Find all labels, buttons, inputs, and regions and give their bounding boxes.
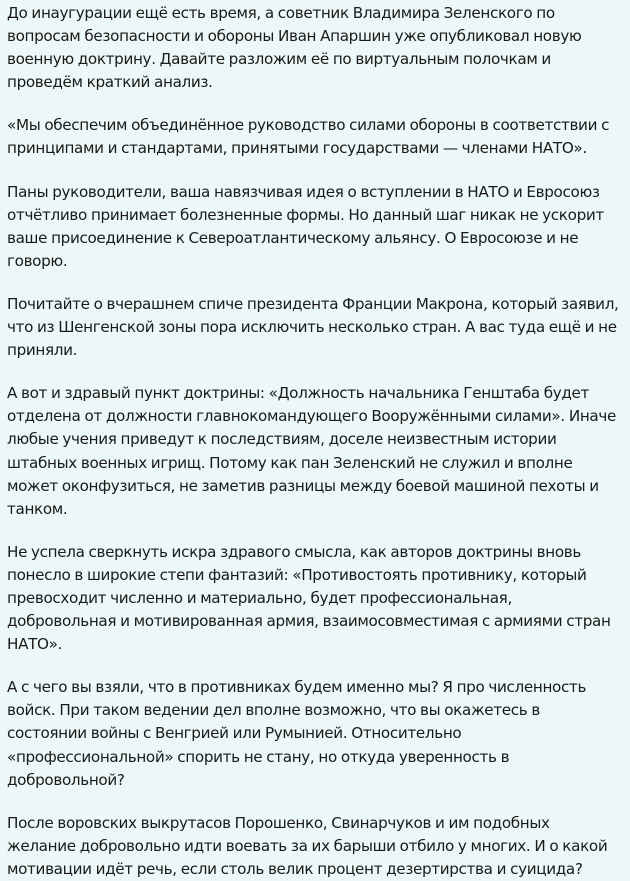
paragraph: Почитайте о вчерашнем спиче президента Франции Макрона, который заявил, что из Шенгенской зоны пора исключить несколько стран. А вас туда ещё и не приняли. — [7, 294, 619, 360]
paragraph: Паны руководители, ваша навязчивая идея о вступлении в НАТО и Евросоюз отчётливо принимает болезненные формы. Но данный шаг никак не ускорит ваше присоединение к Североатлантическому альянсу. О Евросоюзе и не говорю. — [7, 182, 604, 270]
paragraph: А с чего вы взяли, что в противниках будем именно мы? Я про численность войск. При таком ведении дел вполне возможно, что вы окажетесь в состоянии войны с Венгрией или Румынией. Относительно «профессиональной» спорить не стану, но откуда уверенность в добровольной? — [7, 678, 587, 789]
paragraph: До инаугурации ещё есть время, а советник Владимира Зеленского по вопросам безопасности и обороны Иван Апаршин уже опубликовал новую военную доктрину. Давайте разложим её по виртуальным полочкам и проведём краткий анализ. — [7, 4, 582, 92]
paragraph: «Мы обеспечим объединённое руководство силами обороны в соответствии с принципами и стандартами, принятыми государствами — членами НАТО». — [7, 116, 610, 158]
paragraph: А вот и здравый пункт доктрины: «Должность начальника Генштаба будет отделена от должности главнокомандующего Вооружёнными силами». Иначе любые учения приведут к последствиям, доселе неизвестным истории штабных военных игрищ. Потому как пан Зеленский не служил и вполне может оконфузиться, не заметив разницы между боевой машиной пехоты и танком. — [7, 384, 616, 518]
paragraph: Не успела сверкнуть искра здравого смысла, как авторов доктрины вновь понесло в широкие степи фантазий: «Противостоять противнику, который превосходит численно и материально, будет профессиональная, добровольная и мотивированная армия, взаимосовместимая с армиями стран НАТО». — [7, 542, 611, 654]
paragraph: После воровских выкрутасов Порошенко, Свинарчуков и им подобных желание добровольно идти воевать за их барыши отбило у многих. И о какой мотивации идёт речь, если столь велик процент дезертирства и суицида? — [7, 813, 608, 878]
